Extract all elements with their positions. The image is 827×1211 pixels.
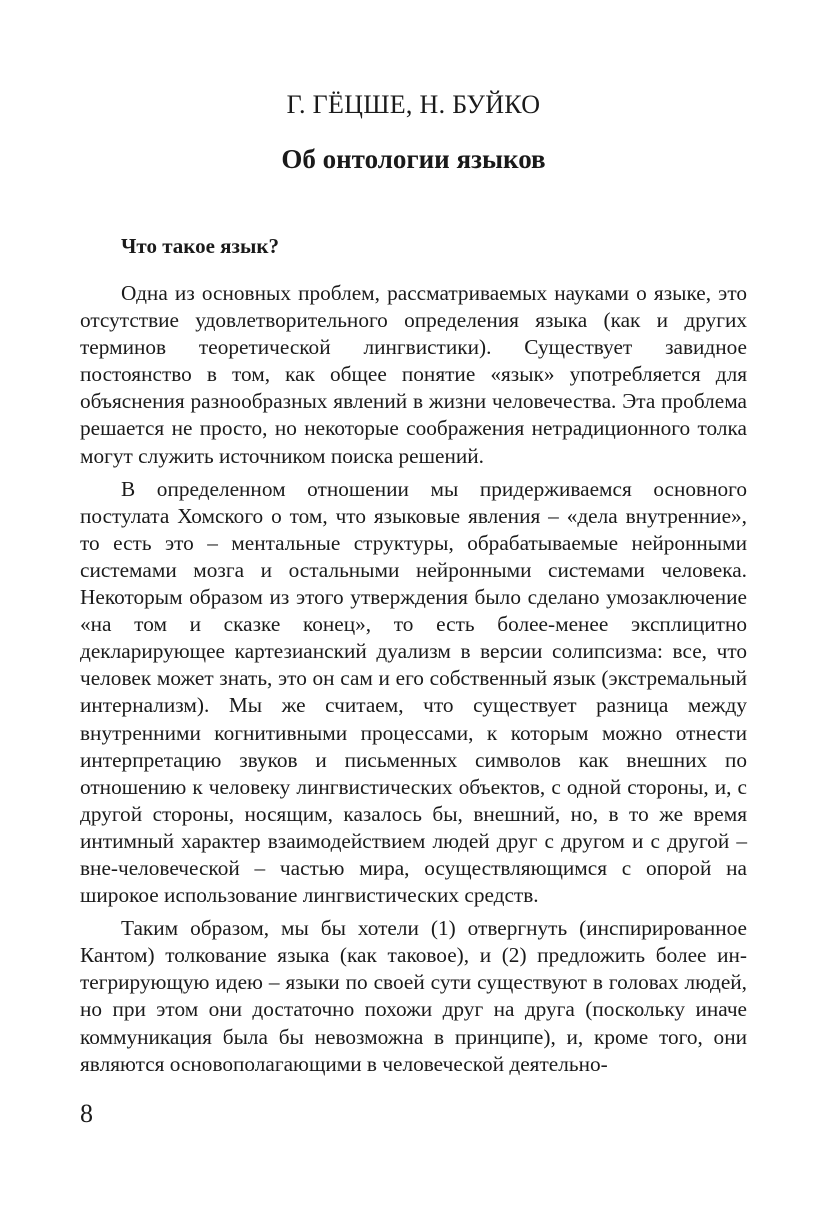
paragraph: В определенном отношении мы придерживаемся основного постулата Хомского о том, что языковые явления – «дела внутренние», то есть это – ментальные структуры, обрабатываемые нейронными системами мозга и остальными нейронными системами человека. Некоторым образом из этого утверждения было сделано умозаключение «на том и сказке конец», то есть более-менее эксплицитно декларирующее картезианский дуализм в версии солипсизма: все, что человек может знать, это он сам и его собственный язык (экстремальный интернализм). Мы же считаем, что существует разница между внутренними когнитивными процессами, к которым можно отнести интерпретацию звуков и письменных символов как внешних по отношению к человеку лингвистических объектов, с одной стороны, и, с другой стороны, носящим, казалось бы, внешний, но, в то же время интимный характер взаимодействием людей друг с другом и с другой – вне-человеческой – частью мира, осуществляющимся с опорой на широкое использование лингвистических средств. <box>80 476 747 908</box>
article-title: Об онтологии языков <box>281 144 546 174</box>
page-number: 8 <box>80 1099 93 1128</box>
paragraph: Таким образом, мы бы хотели (1) отвергнуть (инспирированное Кантом) толкование языка (как таковое), и (2) предложить более интегрирующую идею – языки по своей сути существуют в головах людей, но при этом они достаточно похожи друг на друга (поскольку иначе коммуникация была бы невозможна в принципе), и, кроме того, они являются основополагающими в человеческой деятельно- <box>80 916 747 1076</box>
article-authors: Г. ГЁЦШЕ, Н. БУЙКО <box>286 90 541 119</box>
article-body <box>80 280 747 1084</box>
paragraph: Одна из основных проблем, рассматриваемых науками о языке, это отсутствие удовлетворительного определения языка (как и других терминов теоретической лингвистики). Существует завидное постоянство в том, как общее понятие «язык» употребляется для объяснения разнообразных явлений в жизни человечества. Эта проблема решается не просто, но некоторые соображения нетрадиционного толка могут служить источником поиска решений. <box>80 281 747 468</box>
section-heading: Что такое язык? <box>121 234 279 258</box>
